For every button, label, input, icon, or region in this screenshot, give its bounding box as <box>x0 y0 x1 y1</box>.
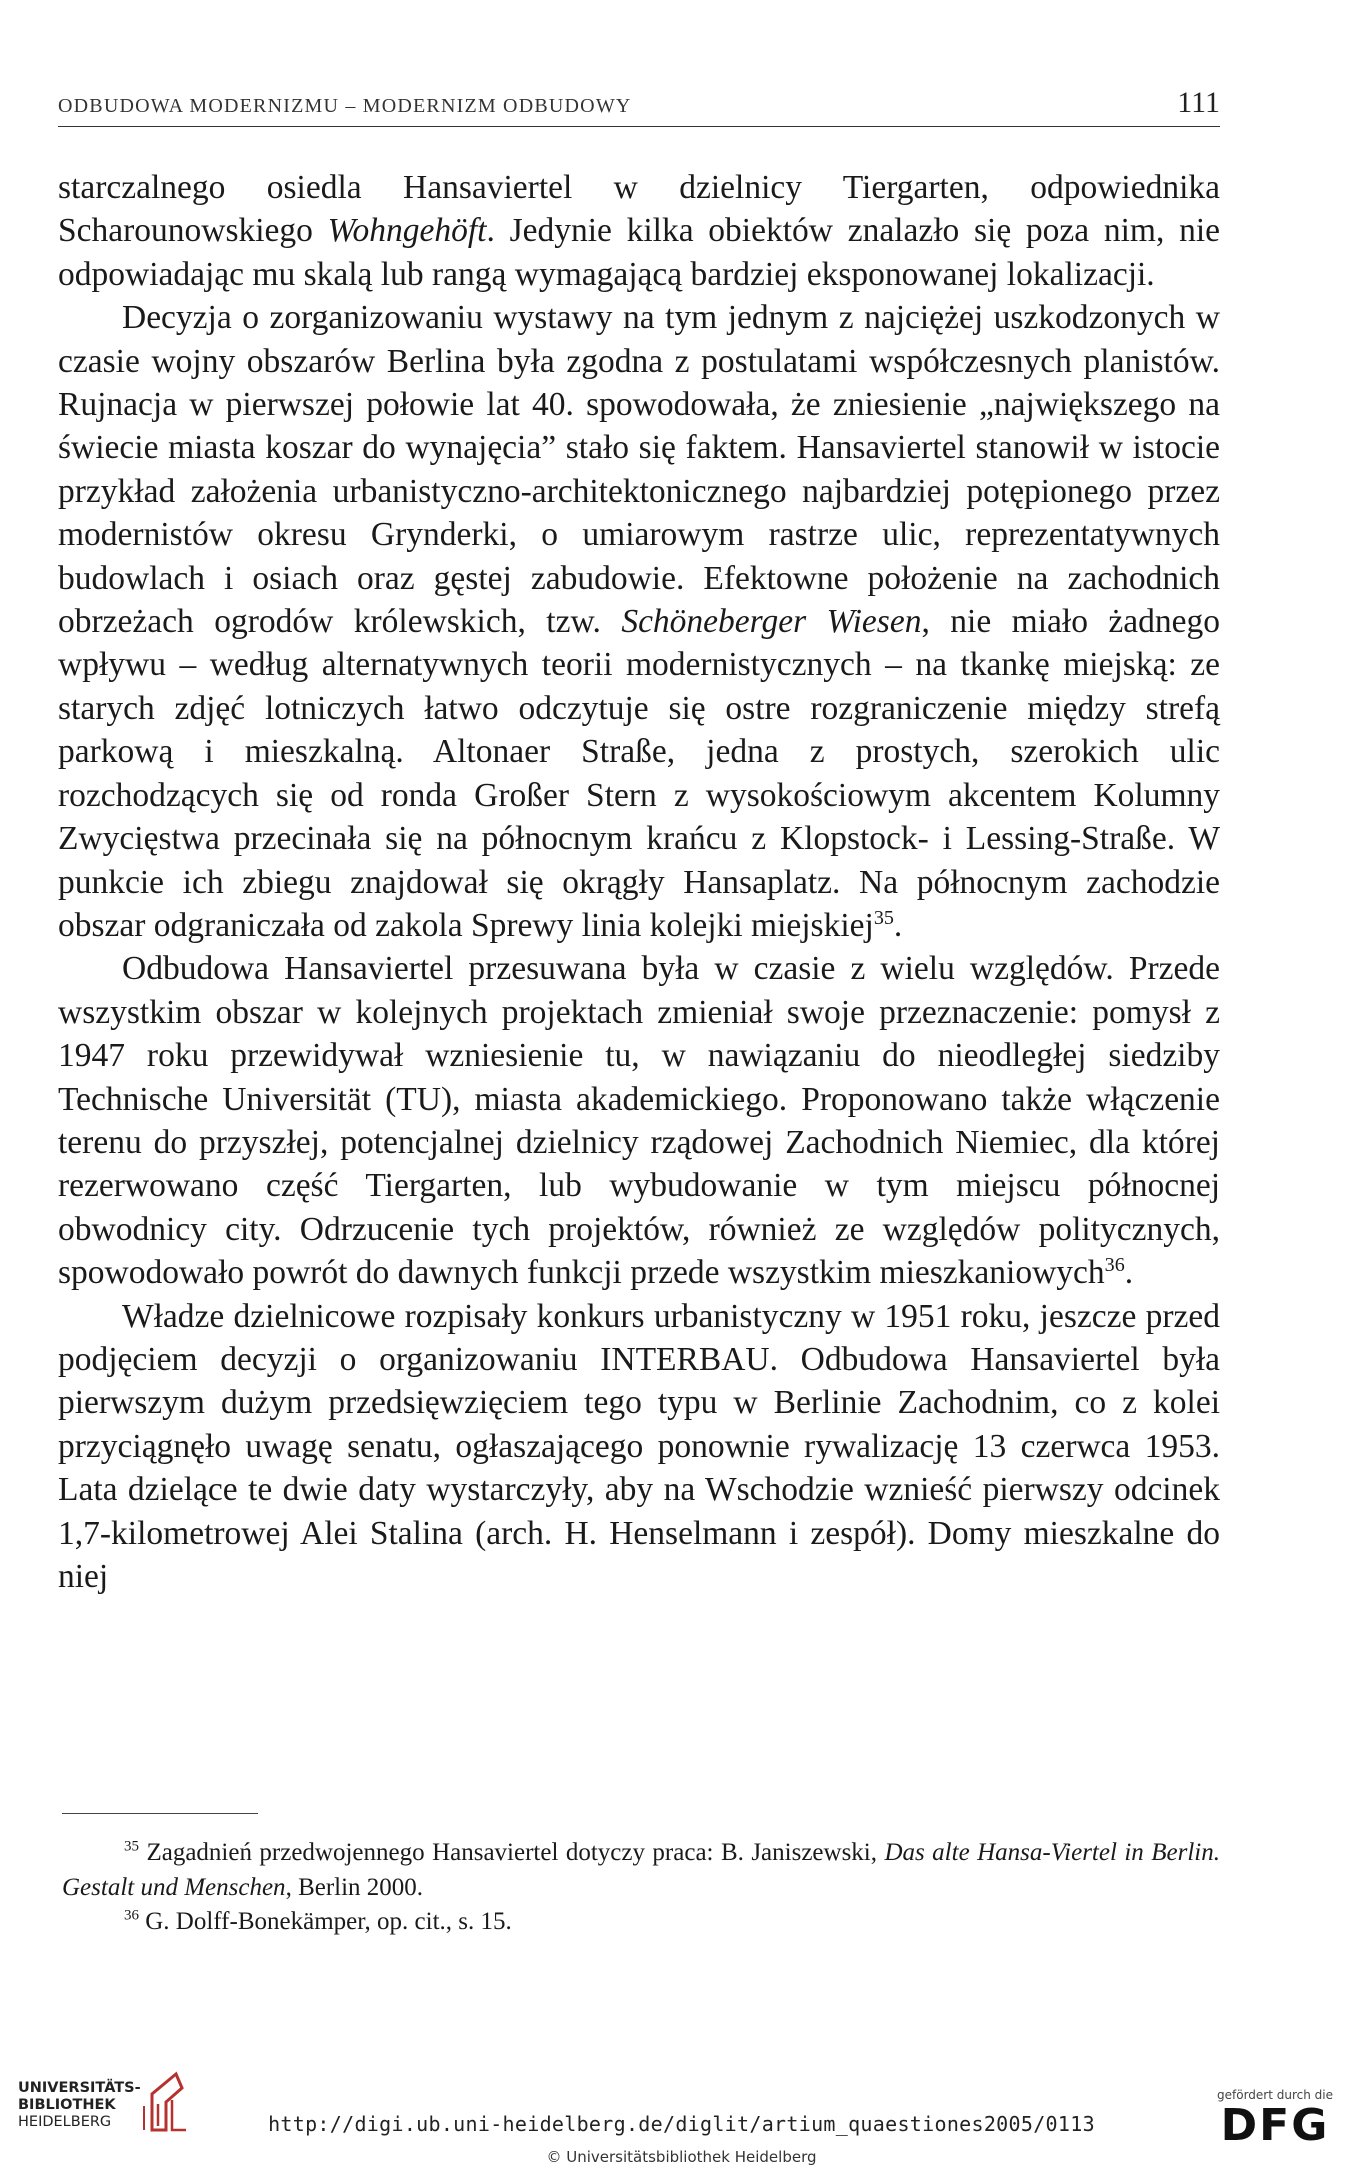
copyright-notice: © Universitätsbibliothek Heidelberg <box>546 2148 817 2166</box>
paragraph-text: . Jedynie kilka obiektów znalazło się poza nim, nie odpowiadając mu skalą lub rangą wymagającą bardziej eksponowanej lokalizacji. <box>58 212 1221 293</box>
footnote-number: 36 <box>124 1907 139 1924</box>
paragraph-text: Odbudowa Hansaviertel przesuwana była w czasie z wielu względów. Przede wszystkim obszar w kolejnych projektach zmieniał swoje przeznaczenie: pomysł z 1947 roku przewidywał wzniesienie tu, w nawiązaniu do nieodległej siedziby Technische Universität (TU), miasta akademickiego. Proponowano także włączenie terenu do przyszłej, potencjalnej dzielnicy rządowej Zachodnich Niemiec, dla której rezerwowano część Tiergarten, lub wybudowanie w tym miejscu północnej obwodnicy city. Odrzucenie tych projektów, również ze względów politycznych, spowodowało powrót do dawnych funkcji przede wszystkim mieszkaniowych <box>58 950 1220 1292</box>
funder-name: DFG <box>1220 2100 1330 2151</box>
permalink-url[interactable]: http://digi.ub.uni-heidelberg.de/diglit/artium_quaestiones2005/0113 <box>268 2112 1095 2136</box>
dfg-logo-icon[interactable] <box>1212 2088 1338 2150</box>
paragraph-text: starczalnego osiedla Hansaviertel w dzielnicy Tiergarten, odpowiednika Scharounowskiego <box>58 169 1220 250</box>
paragraph-text: Władze dzielnicowe rozpisały konkurs urbanistyczny w 1951 roku, jeszcze przed podjęciem decyzji o organizowaniu INTERBAU. Odbudowa Hansaviertel była pierwszym dużym przedsięwzięciem tego typu w Berlinie Zachodnim, co z kolei przyciągnęło uwagę senatu, ogłaszającego ponownie rywalizację 13 czerwca 1953. Lata dzielące te dwie daty wystarczyły, aby na Wschodzie wznieść pierwszy odcinek 1,7-kilometrowej Alei Stalina (arch. H. Henselmann i zespół). Domy mieszkalne do niej <box>58 1297 1220 1595</box>
footnote-35 <box>62 1836 1220 1905</box>
footnote-ref-35[interactable]: 35 <box>873 906 894 929</box>
footnote-36 <box>62 1905 1220 1940</box>
running-header <box>58 86 1220 127</box>
footnote-text: G. Dolff-Bonekämper, op. cit., s. 15. <box>139 1908 512 1935</box>
digitization-footer <box>0 2060 1363 2176</box>
footnote-number: 35 <box>124 1838 139 1855</box>
footnotes <box>62 1836 1220 1940</box>
running-title: ODBUDOWA MODERNIZMU – MODERNIZM ODBUDOWY <box>58 95 632 117</box>
paragraph-1 <box>58 166 1220 296</box>
paragraph-text: , nie miało żadnego wpływu – według alternatywnych teorii modernistycznych – na tkankę miejską: ze starych zdjęć lotniczych łatwo odczytuje się ostre rozgraniczenie między strefą parkową i mieszkalną. Altonaer Straße, jedna z prostych, szerokich ulic rozchodzących się od ronda Großer Stern z wysokościowym akcentem Kolumny Zwycięstwa przecinała się na północnym krańcu z Klopstock- i Lessing-Straße. W punkcie ich zbiegu znajdował się okrągły Hansaplatz. Na północnym zachodzie obszar odgraniczała od zakola Sprewy linia kolejki miejskiej <box>58 603 1221 944</box>
body-text <box>58 166 1220 1598</box>
footnote-ref-36[interactable]: 36 <box>1104 1254 1125 1276</box>
italic-term: Wohngehöft <box>327 212 487 250</box>
footnote-text: , Berlin 2000. <box>285 1873 424 1901</box>
italic-term: Schöneberger Wiesen <box>621 603 922 641</box>
funder-note: gefördert durch die <box>1217 2088 1333 2102</box>
footnote-title: Das alte Hansa-Viertel in Berlin. Gestalt und Menschen <box>62 1839 1220 1901</box>
footnote-divider <box>62 1813 258 1814</box>
footnote-text: Zagadnień przedwojennego Hansaviertel dotyczy praca: B. Janiszewski, <box>139 1839 885 1866</box>
paragraph-2 <box>58 296 1220 947</box>
paragraph-3 <box>58 947 1220 1294</box>
paragraph-4 <box>58 1295 1220 1599</box>
library-name: UNIVERSITÄTS- BIBLIOTHEK HEIDELBERG <box>18 2080 141 2130</box>
page-number: 111 <box>1177 86 1220 119</box>
paragraph-text: . <box>893 906 903 944</box>
paragraph-text: Decyzja o zorganizowaniu wystawy na tym jednym z najciężej uszkodzonych w czasie wojny obszarów Berlina była zgodna z postulatami współczesnych planistów. Rujnacja w pierwszej połowie lat 40. spowodowała, że zniesienie „największego na świecie miasta koszar do wynajęcia” stało się faktem. Hansaviertel stanowił w istocie przykład założenia urbanistyczno-architektonicznego najbardziej potępionego przez modernistów okresu Grynderki, o umiarowym rastrze ulic, reprezentatywnych budowlach i osiach oraz gęstej zabudowie. Efektowne położenie na zachodnich obrzeżach ogrodów królewskich, tzw. <box>58 299 1220 641</box>
paragraph-text: . <box>1124 1254 1134 1292</box>
